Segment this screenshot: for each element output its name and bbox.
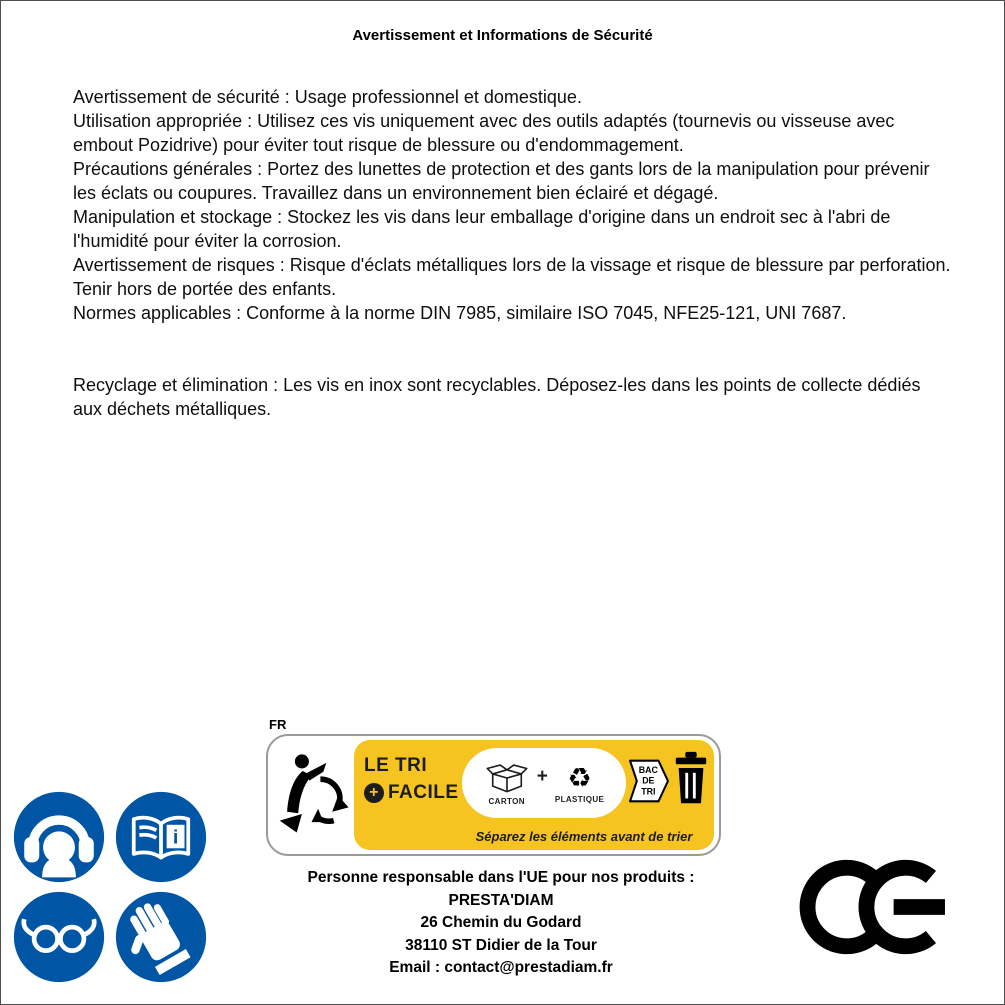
safety-paragraph-precautions: Précautions générales : Portez des lunettes de protection et des gants lors de la manipulation pour prévenir les éclats ou coupures. Travaillez dans un environnement bien éclairé et dégagé. — [73, 159, 930, 203]
recycling-symbol-icon: ♻ — [567, 762, 592, 793]
plus-separator: + — [536, 766, 548, 787]
company-name: PRESTA'DIAM — [448, 891, 554, 909]
safety-paragraph-usage: Utilisation appropriée : Utilisez ces vis uniquement avec des outils adaptés (tournevis ou visseuse avec embout Pozidrive) pour éviter tout risque de blessure ou d'endommagement. — [73, 111, 895, 155]
recycling-paragraph: Recyclage et élimination : Les vis en inox sont recyclables. Déposez-les dans les points de collecte dédiés aux déchets métalliques. — [73, 375, 921, 419]
carton-material — [484, 761, 530, 806]
bac-tag-line: TRI — [641, 786, 656, 797]
info-tri-banner — [266, 734, 721, 856]
tri-yellow-panel — [354, 740, 714, 850]
address-line-1: 26 Chemin du Godard — [420, 914, 582, 931]
plastique-material — [555, 763, 604, 804]
tri-tagline: Séparez les éléments avant de trier — [475, 829, 693, 844]
ce-marking-logo — [797, 857, 951, 957]
bac-tag-line: BAC — [638, 764, 658, 775]
read-manual-icon — [114, 790, 208, 884]
eye-protection-icon — [12, 890, 106, 984]
responsible-person-block — [251, 867, 751, 980]
responsible-heading: Personne responsable dans l'UE pour nos produits : — [307, 869, 695, 886]
page-title: Avertissement et Informations de Sécurité — [352, 27, 653, 44]
safety-paragraph-standards: Normes applicables : Conforme à la norme DIN 7985, similaire ISO 7045, NFE25-121, UNI 7687. — [73, 303, 847, 323]
country-code-label: FR — [269, 717, 287, 732]
bac-tag-line: DE — [642, 775, 655, 786]
safety-paragraph-storage: Manipulation et stockage : Stockez les vis dans leur emballage d'origine dans un endroit sec à l'abri de l'humidité pour éviter la corrosion. — [73, 207, 891, 251]
ear-protection-icon — [12, 790, 106, 884]
address-line-2: 38110 ST Didier de la Tour — [405, 936, 597, 954]
tri-headline-line1: LE TRI — [364, 755, 428, 776]
materials-capsule — [462, 748, 626, 818]
svg-text:i: i — [172, 826, 179, 849]
tri-headline — [364, 756, 459, 803]
safety-text-block — [73, 85, 953, 421]
safety-paragraph-risks: Avertissement de risques : Risque d'éclats métalliques lors de la vissage et risque de blessure par perforation. Tenir hors de portée des enfants. — [73, 255, 951, 299]
mandatory-pictogram-grid — [12, 790, 208, 984]
email-line: Email : contact@prestadiam.fr — [389, 959, 613, 976]
tri-headline-line2: FACILE — [388, 782, 459, 803]
plastique-label: PLASTIQUE — [554, 794, 605, 804]
bac-de-tri-tag — [628, 749, 670, 813]
protective-gloves-icon — [114, 890, 208, 984]
recycling-bin-icon — [672, 750, 710, 807]
safety-paragraph-warning: Avertissement de sécurité : Usage professionnel et domestique. — [73, 87, 582, 107]
plus-icon: + — [364, 783, 384, 803]
carton-box-icon — [484, 761, 530, 795]
triman-icon — [276, 742, 350, 846]
carton-label: CARTON — [488, 796, 525, 806]
